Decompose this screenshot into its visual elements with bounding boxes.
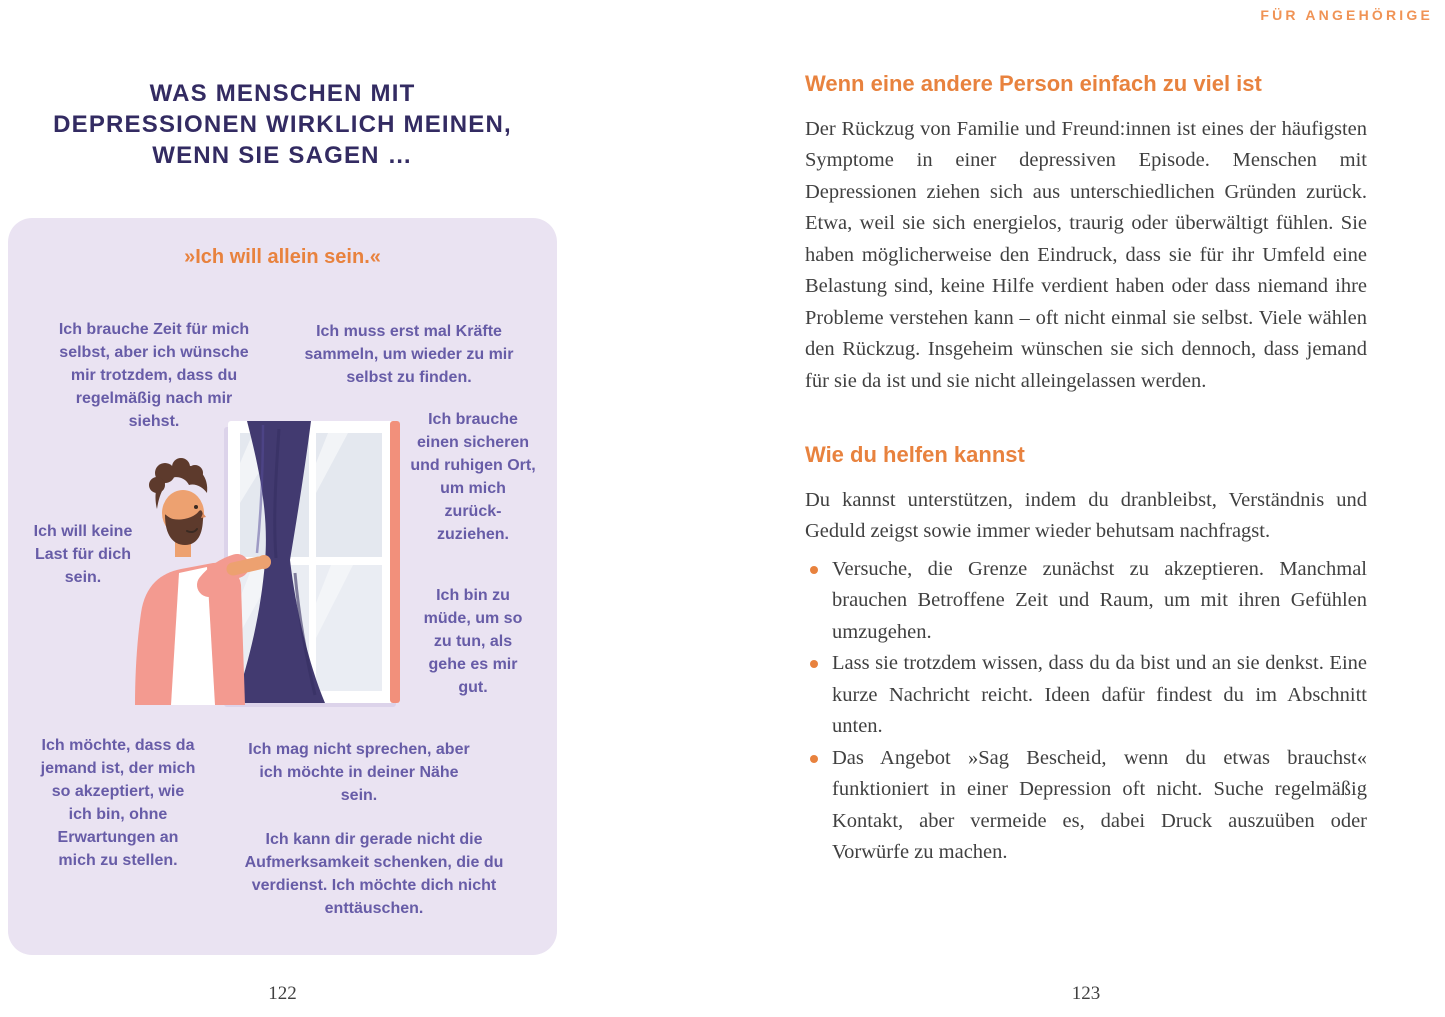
right-page <box>805 0 1367 1017</box>
quote-bubble-8: Ich kann dir gerade nicht die Aufmerksamkeit schenken, die du verdienst. Ich möchte dich nicht enttäuschen. <box>244 831 504 917</box>
bullet-dot-icon <box>810 660 818 668</box>
page-title-line: WENN SIE SAGEN … <box>152 142 413 169</box>
quote-bubble-7: Ich mag nicht sprechen, aber ich möchte in deiner Nähe sein. <box>248 741 470 804</box>
list-item-3 <box>805 743 1367 869</box>
quote-bubble-4: Ich will keine Last für dich sein. <box>33 523 133 586</box>
left-page <box>0 0 565 1017</box>
running-head: FÜR ANGEHÖRIGE <box>1260 7 1433 23</box>
bullet-dot-icon <box>810 566 818 574</box>
quote-bubble-2: Ich muss erst mal Kräfte sammeln, um wieder zu mir selbst zu finden. <box>304 323 514 386</box>
bullet-text-2: Lass sie trotzdem wissen, dass du da bist und an sie denkst. Eine kurze Nachricht reicht. Ideen dafür findest du im Abschnitt unten. <box>832 652 1367 737</box>
page-number-left: 122 <box>268 983 297 1004</box>
body-paragraph-1: Der Rückzug von Familie und Freund:innen ist eines der häufigsten Symptome in einer depressiven Episode. Menschen mit Depressionen ziehen sich aus unterschiedlichen Gründen zurück. Etwa, weil sie sich energielos, traurig oder überwältigt fühlen. Sie haben möglicherweise den Eindruck, dass sie für ihr Umfeld eine Belastung sind, keine Hilfe verdient haben oder dass niemand ihre Probleme verstehen kann – oft nicht einmal sie selbst. Viele wählen den Rückzug. Insgeheim wünschen sie sich dennoch, dass jemand für sie da ist und sie nicht alleingelassen werden. <box>805 117 1367 392</box>
quote-bubble-6: Ich möchte, dass da jemand ist, der mich so akzeptiert, wie ich bin, ohne Erwartungen an mich zu stellen. <box>40 737 196 869</box>
quote-bubble-3: Ich brauche einen sicheren und ruhigen Ort, um mich zurück-zuziehen. <box>410 411 536 543</box>
page-number-right: 123 <box>1071 983 1101 1004</box>
quote-box-heading: »Ich will allein sein.« <box>184 246 381 268</box>
quote-box <box>8 218 557 955</box>
right-page-content <box>805 70 1367 869</box>
list-item-1 <box>805 554 1367 649</box>
man-opening-curtain-illustration <box>113 413 408 713</box>
bullet-list <box>805 554 1367 869</box>
bullet-dot-icon <box>810 755 818 763</box>
page-title-line: WAS MENSCHEN MIT <box>149 80 416 107</box>
body-paragraph-2: Du kannst unterstützen, indem du dranbleibst, Verständnis und Geduld zeigst sowie immer wieder behutsam nachfragst. <box>805 488 1367 542</box>
page-title <box>15 78 550 171</box>
list-item-2 <box>805 648 1367 743</box>
bullet-text-1: Versuche, die Grenze zunächst zu akzeptieren. Manchmal brauchen Betroffene Zeit und Raum, um mit ihren Gefühlen umzugehen. <box>832 557 1367 643</box>
page-title-line: DEPRESSIONEN WIRKLICH MEINEN, <box>53 111 512 138</box>
section-heading-2: Wie du helfen kannst <box>805 442 1025 467</box>
quote-bubble-1: Ich brauche Zeit für mich selbst, aber ich wünsche mir trotzdem, dass du regelmäßig nach mir siehst. <box>58 321 250 430</box>
quote-bubble-5: Ich bin zu müde, um so zu tun, als gehe es mir gut. <box>423 587 523 696</box>
bullet-text-3: Das Angebot »Sag Bescheid, wenn du etwas brauchst« funktioniert in einer Depression oft nicht. Suche regelmäßig Kontakt, aber vermeide es, dabei Druck auszuüben oder Vorwürfe zu machen. <box>832 746 1367 863</box>
section-heading-1: Wenn eine andere Person einfach zu viel ist <box>805 71 1262 96</box>
